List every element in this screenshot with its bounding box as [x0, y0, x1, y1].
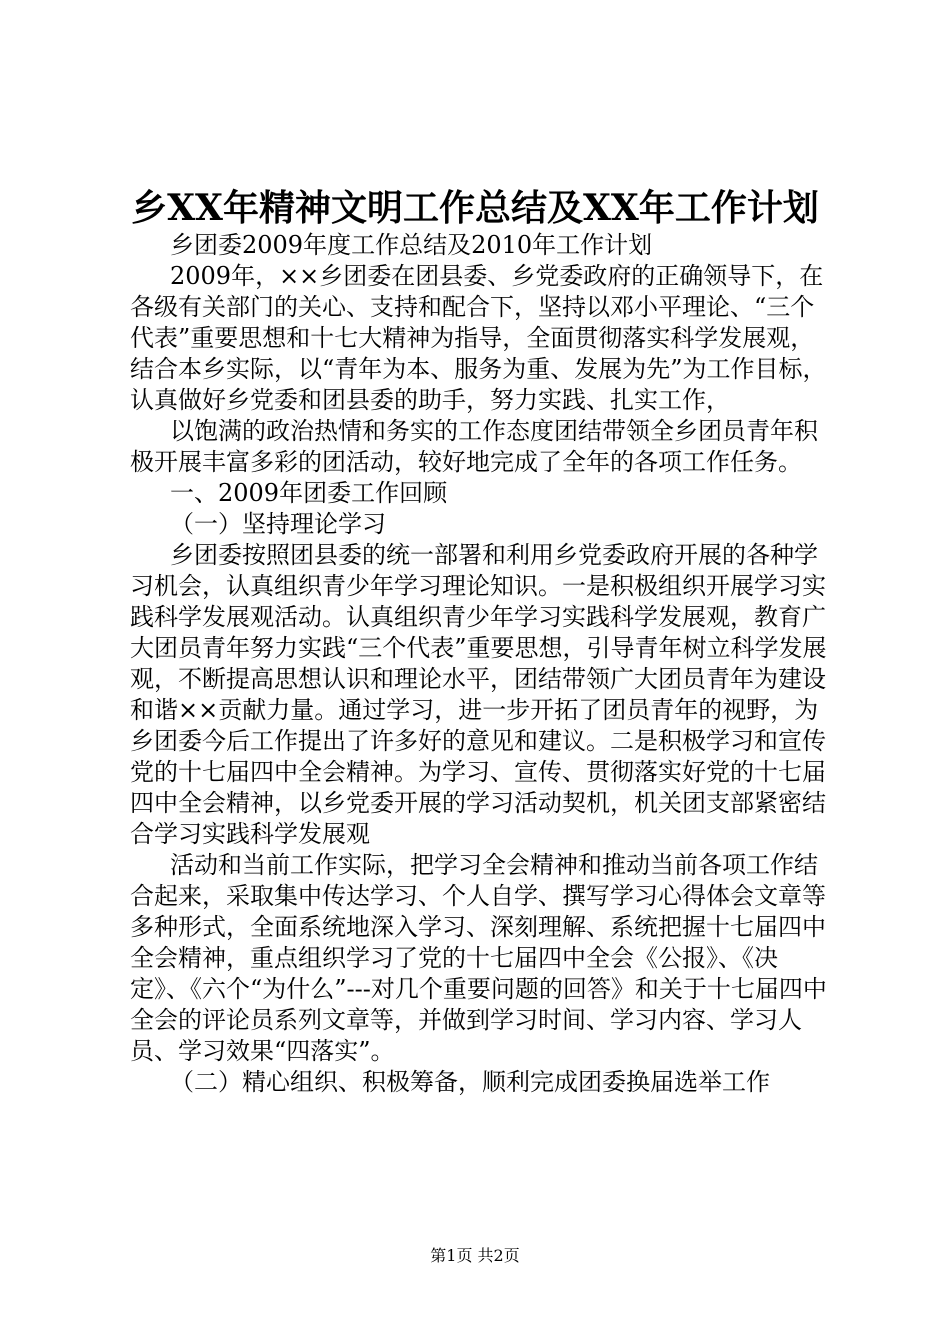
body-paragraph: 乡团委按照团县委的统一部署和利用乡党委政府开展的各种学习机会，认真组织青少年学习理论知识。一是积极组织开展学习实践科学发展观活动。认真组织青少年学习实践科学发展观，教育广大团员青年努力实践“三个代表”重要思想，引导青年树立科学发展观，不断提高思想认识和理论水平，团结带领广大团员青年为建设和谐××贡献力量。通过学习，进一步开拓了团员青年的视野，为乡团委今后工作提出了许多好的意见和建议。二是积极学习和宣传党的十七届四中全会精神。为学习、宣传、贯彻落实好党的十七届四中全会精神，以乡党委开展的学习活动契机，机关团支部紧密结合学习实践科学发展观	[130, 541, 827, 848]
subsection-heading: （一）坚持理论学习	[170, 510, 386, 538]
subsection-heading: （二）精心组织、积极筹备，顺利完成团委换届选举工作	[170, 1068, 770, 1096]
body-paragraph: 活动和当前工作实际，把学习全会精神和推动当前各项工作结合起来，采取集中传达学习、个人自学、撰写学习心得体会文章等多种形式，全面系统地深入学习、深刻理解、系统把握十七届四中全会精神，重点组织学习了党的十七届四中全会《公报》、《决定》、《六个“为什么”---对几个重要问题的回答》和关于十七届四中全会的评论员系列文章等，并做到学习时间、学习内容、学习人员、学习效果“四落实”。	[130, 851, 827, 1065]
document-title: 乡XX年精神文明工作总结及XX年工作计划	[131, 187, 819, 229]
subtitle-paragraph: 乡团委2009年度工作总结及2010年工作计划	[170, 231, 653, 259]
body-paragraph: 以饱满的政治热情和务实的工作态度团结带领全乡团员青年积极开展丰富多彩的团活动，较好地完成了全年的各项工作任务。	[130, 417, 818, 476]
body-paragraph: 2009年，××乡团委在团县委、乡党委政府的正确领导下，在各级有关部门的关心、支持和配合下，坚持以邓小平理论、“三个代表”重要思想和十七大精神为指导，全面贯彻落实科学发展观，结合本乡实际，以“青年为本、服务为重、发展为先”为工作目标，认真做好乡党委和团县委的助手，努力实践、扎实工作，	[130, 262, 827, 414]
page-footer: 第1页 共2页	[430, 1246, 520, 1265]
document-body	[130, 230, 830, 1098]
section-heading: 一、2009年团委工作回顾	[170, 479, 448, 507]
